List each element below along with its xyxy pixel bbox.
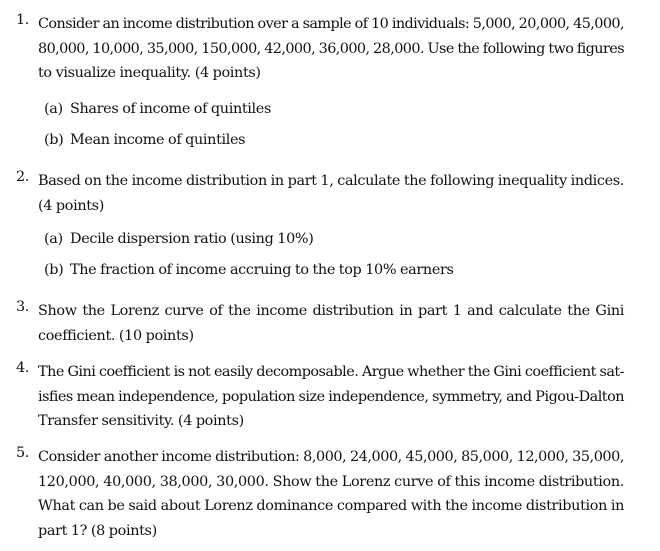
part-label: (b) (44, 262, 64, 278)
question-5 (16, 445, 624, 543)
question-text (38, 360, 624, 434)
question-text (38, 299, 624, 348)
question-text (38, 445, 624, 543)
question-number: 3. (16, 299, 30, 315)
question-line: isfies mean independence, population size independence, symmetry, and Pigou-Dalton (38, 388, 624, 405)
question-number: 5. (16, 445, 30, 461)
question-line: coefficient. (10 points) (38, 327, 194, 344)
question-line: Consider an income distribution over a sample of 10 individuals: 5,000, 20,000, 45,000, (38, 16, 624, 32)
part-label: (a) (44, 101, 63, 117)
question-line: part 1? (8 points) (38, 522, 157, 539)
question-2-part-b (44, 262, 604, 278)
question-line: (4 points) (38, 197, 104, 214)
question-line: Based on the income distribution in part 1, calculate the following inequality indices. (38, 173, 624, 189)
question-1 (16, 12, 624, 86)
question-line: What can be said about Lorenz dominance compared with the income distribution in (38, 498, 624, 514)
part-text: Shares of income of quintiles (70, 101, 272, 117)
question-text (38, 169, 624, 218)
question-4 (16, 360, 624, 434)
question-2-part-a (44, 231, 604, 247)
question-1-part-a (44, 101, 604, 117)
question-2 (16, 169, 624, 218)
question-1-part-b (44, 132, 604, 148)
question-line: 120,000, 40,000, 38,000, 30,000. Show the Lorenz curve of this income distribution. (38, 473, 624, 490)
question-line: 80,000, 10,000, 35,000, 150,000, 42,000, 36,000, 28,000. Use the following two figures (38, 40, 624, 57)
question-line: The Gini coefficient is not easily decomposable. Argue whether the Gini coefficient sat- (38, 364, 624, 380)
part-text: Mean income of quintiles (70, 132, 246, 148)
part-text: The fraction of income accruing to the top 10% earners (70, 262, 454, 278)
part-label: (a) (44, 231, 63, 247)
question-line: Consider another income distribution: 8,000, 24,000, 45,000, 85,000, 12,000, 35,000, (38, 449, 624, 465)
question-line: to visualize inequality. (4 points) (38, 65, 261, 81)
question-number: 2. (16, 169, 30, 185)
part-label: (b) (44, 132, 64, 148)
question-3 (16, 299, 624, 348)
question-line: Show the Lorenz curve of the income distribution in part 1 and calculate the Gini (38, 303, 624, 319)
question-number: 4. (16, 360, 30, 376)
part-text: Decile dispersion ratio (using 10%) (70, 231, 314, 247)
question-line: Transfer sensitivity. (4 points) (38, 413, 244, 429)
question-text (38, 12, 624, 86)
question-number: 1. (16, 12, 30, 28)
